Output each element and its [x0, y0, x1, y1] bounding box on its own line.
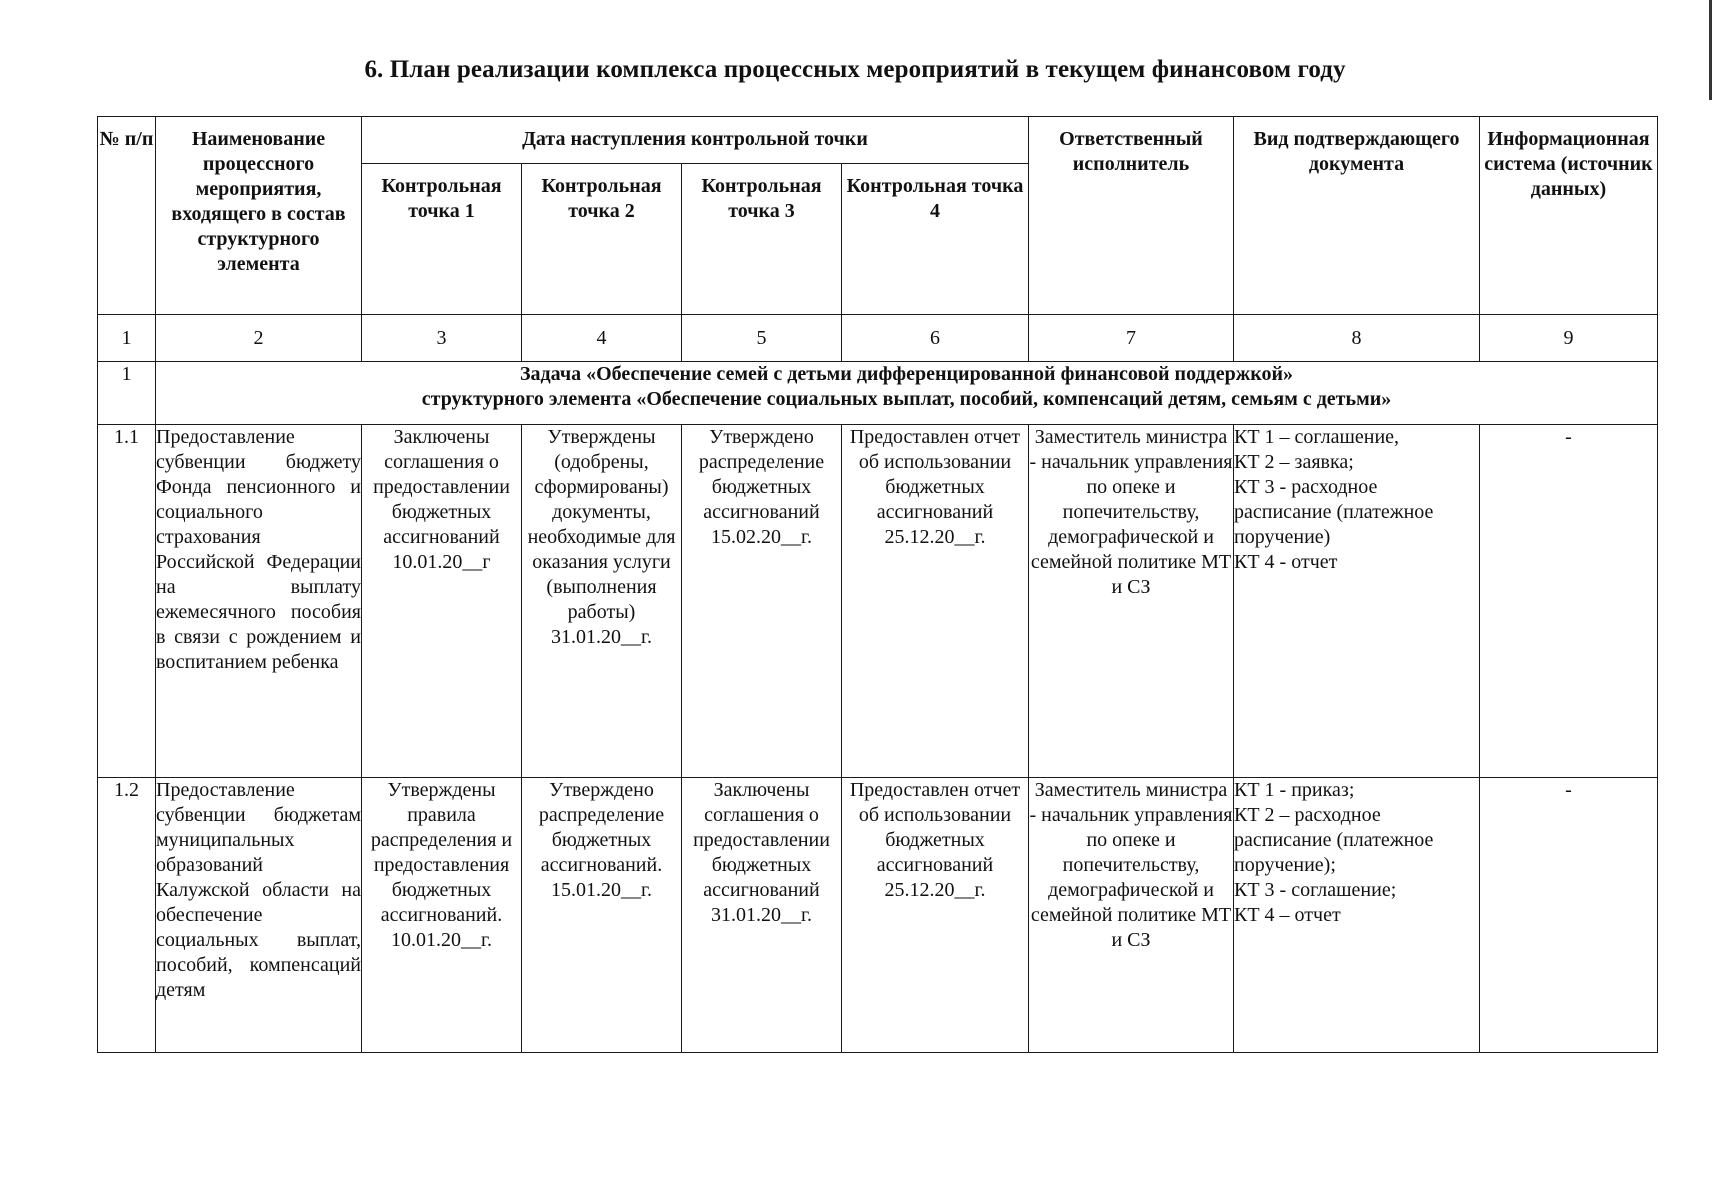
- column-number: 6: [842, 315, 1029, 362]
- task-title-line-2: структурного элемента «Обеспечение социальных выплат, пособий, компенсаций детям, семьям с детьми»: [421, 388, 1392, 410]
- page-title: 6. План реализации комплекса процессных мероприятий в текущем финансовом году: [364, 56, 1346, 83]
- doc-line: КТ 2 – заявка;: [1234, 451, 1354, 473]
- column-number: 4: [522, 315, 682, 362]
- doc-line: КТ 4 - отчет: [1234, 551, 1338, 573]
- doc-line: КТ 1 – соглашение,: [1234, 426, 1400, 448]
- doc-line: КТ 2 – расходное расписание (платежное поручение);: [1234, 804, 1434, 876]
- control-point-3: Заключены соглашения о предоставлении бюджетных ассигнований 31.01.20__г.: [682, 778, 842, 1053]
- header-info-system: Информационная система (источник данных): [1480, 117, 1658, 315]
- information-system: -: [1480, 425, 1658, 778]
- header-num: № п/п: [98, 117, 156, 315]
- confirming-document: [1234, 778, 1480, 1053]
- activity-name: Предоставление субвенции бюджетам муниципальных образований Калужской области на обеспечение социальных выплат, пособий, компенсаций детям: [156, 778, 362, 1053]
- column-number: 5: [682, 315, 842, 362]
- doc-line: КТ 4 – отчет: [1234, 904, 1341, 926]
- header-cp1: Контрольная точка 1: [362, 164, 522, 315]
- header-cp4: Контрольная точка 4: [842, 164, 1029, 315]
- control-point-4: Предоставлен отчет об использовании бюджетных ассигнований 25.12.20__г.: [842, 425, 1029, 778]
- information-system: -: [1480, 778, 1658, 1053]
- header-responsible: Ответственный исполнитель: [1029, 117, 1234, 315]
- control-point-3: Утверждено распределение бюджетных ассигнований 15.02.20__г.: [682, 425, 842, 778]
- doc-line: КТ 3 - соглашение;: [1234, 879, 1397, 901]
- control-point-4: Предоставлен отчет об использовании бюджетных ассигнований 25.12.20__г.: [842, 778, 1029, 1053]
- control-point-1: Заключены соглашения о предоставлении бюджетных ассигнований 10.01.20__г: [362, 425, 522, 778]
- task-row: [98, 362, 1658, 425]
- table-row: [98, 425, 1658, 778]
- header-cp3: Контрольная точка 3: [682, 164, 842, 315]
- header-name: Наименование процессного мероприятия, входящего в состав структурного элемента: [156, 117, 362, 315]
- task-title-line-1: Задача «Обеспечение семей с детьми дифференцированной финансовой поддержкой»: [519, 363, 1294, 385]
- column-number: 2: [156, 315, 362, 362]
- column-number: 3: [362, 315, 522, 362]
- doc-line: КТ 3 - расходное расписание (платежное поручение): [1234, 476, 1434, 548]
- column-number: 9: [1480, 315, 1658, 362]
- scan-edge-mark: [1709, 0, 1712, 100]
- header-cp2: Контрольная точка 2: [522, 164, 682, 315]
- task-number: 1: [98, 362, 156, 425]
- task-title: [156, 362, 1658, 425]
- doc-line: КТ 1 - приказ;: [1234, 779, 1355, 801]
- table-row: [98, 778, 1658, 1053]
- responsible-executor: Заместитель министра - начальник управления по опеке и попечительству, демографической и семейной политике МТ и СЗ: [1029, 778, 1234, 1053]
- column-number: 1: [98, 315, 156, 362]
- header-date-group: Дата наступления контрольной точки: [362, 117, 1029, 164]
- row-number: 1.1: [98, 425, 156, 778]
- responsible-executor: Заместитель министра - начальник управления по опеке и попечительству, демографической и семейной политике МТ и СЗ: [1029, 425, 1234, 778]
- column-number: 7: [1029, 315, 1234, 362]
- header-doc-type: Вид подтверждающего документа: [1234, 117, 1480, 315]
- control-point-1: Утверждены правила распределения и предоставления бюджетных ассигнований. 10.01.20__г.: [362, 778, 522, 1053]
- column-number: 8: [1234, 315, 1480, 362]
- activity-name: Предоставление субвенции бюджету Фонда пенсионного и социального страхования Российской Федерации на выплату ежемесячного пособия в связи с рождением и воспитанием ребенка: [156, 425, 362, 778]
- control-point-2: Утверждено распределение бюджетных ассигнований. 15.01.20__г.: [522, 778, 682, 1053]
- control-point-2: Утверждены (одобрены, сформированы) документы, необходимые для оказания услуги (выполнения работы) 31.01.20__г.: [522, 425, 682, 778]
- confirming-document: [1234, 425, 1480, 778]
- header-row-1: [98, 117, 1658, 164]
- column-numbers-row: [98, 315, 1658, 362]
- plan-table: [97, 116, 1658, 1053]
- row-number: 1.2: [98, 778, 156, 1053]
